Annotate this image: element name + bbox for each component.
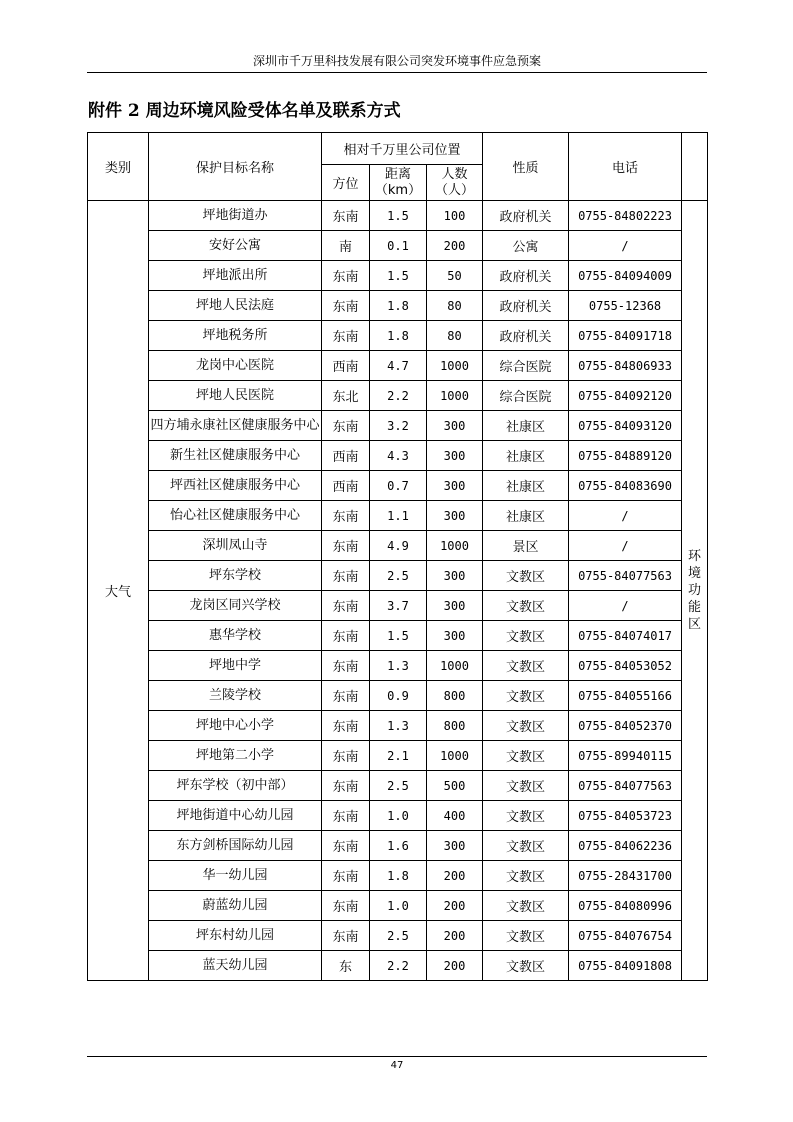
table-row	[88, 351, 708, 381]
direction-cell: 东南	[322, 831, 370, 861]
distance-cell: 1.0	[370, 801, 427, 831]
header-relative-position: 相对千万里公司位置	[322, 133, 483, 165]
direction-cell: 东南	[322, 621, 370, 651]
nature-cell: 文教区	[483, 741, 569, 771]
direction-cell: 东南	[322, 501, 370, 531]
distance-cell: 1.6	[370, 831, 427, 861]
population-cell: 300	[427, 471, 483, 501]
remark-text: 环境功能区	[688, 549, 702, 632]
header-divider	[87, 72, 707, 73]
direction-cell: 东南	[322, 681, 370, 711]
distance-cell: 3.2	[370, 411, 427, 441]
target-name-cell: 龙岗区同兴学校	[149, 591, 322, 621]
population-cell: 1000	[427, 531, 483, 561]
table-row	[88, 291, 708, 321]
phone-cell: 0755-84802223	[569, 201, 682, 231]
target-name-cell: 惠华学校	[149, 621, 322, 651]
target-name-cell: 华一幼儿园	[149, 861, 322, 891]
header-target-name: 保护目标名称	[149, 133, 322, 201]
population-cell: 300	[427, 591, 483, 621]
distance-cell: 0.9	[370, 681, 427, 711]
table-row	[88, 861, 708, 891]
nature-cell: 政府机关	[483, 321, 569, 351]
target-name-cell: 东方剑桥国际幼儿园	[149, 831, 322, 861]
target-name-cell: 新生社区健康服务中心	[149, 441, 322, 471]
target-name-cell: 坪地人民医院	[149, 381, 322, 411]
population-cell: 1000	[427, 381, 483, 411]
distance-cell: 1.8	[370, 321, 427, 351]
phone-cell: 0755-84074017	[569, 621, 682, 651]
table-row	[88, 831, 708, 861]
nature-cell: 文教区	[483, 651, 569, 681]
phone-cell: 0755-89940115	[569, 741, 682, 771]
direction-cell: 东南	[322, 411, 370, 441]
table-row	[88, 231, 708, 261]
header-direction: 方位	[322, 165, 370, 201]
nature-cell: 文教区	[483, 831, 569, 861]
target-name-cell: 坪地派出所	[149, 261, 322, 291]
target-name-cell: 坪东村幼儿园	[149, 921, 322, 951]
direction-cell: 东南	[322, 591, 370, 621]
direction-cell: 东南	[322, 801, 370, 831]
nature-cell: 文教区	[483, 801, 569, 831]
table-row	[88, 651, 708, 681]
table-body	[88, 201, 708, 981]
distance-cell: 2.5	[370, 561, 427, 591]
table-row	[88, 681, 708, 711]
distance-cell: 1.0	[370, 891, 427, 921]
nature-cell: 综合医院	[483, 351, 569, 381]
nature-cell: 文教区	[483, 711, 569, 741]
direction-cell: 东南	[322, 711, 370, 741]
target-name-cell: 坪地税务所	[149, 321, 322, 351]
nature-cell: 社康区	[483, 441, 569, 471]
phone-cell: 0755-84053052	[569, 651, 682, 681]
nature-cell: 文教区	[483, 681, 569, 711]
distance-cell: 3.7	[370, 591, 427, 621]
direction-cell: 西南	[322, 471, 370, 501]
page-number: 47	[390, 1060, 404, 1071]
distance-cell: 1.5	[370, 201, 427, 231]
header-category: 类别	[88, 133, 149, 201]
table-row	[88, 321, 708, 351]
population-cell: 80	[427, 291, 483, 321]
page-header: 深圳市千万里科技发展有限公司突发环境事件应急预案	[252, 54, 541, 68]
phone-cell: 0755-84053723	[569, 801, 682, 831]
target-name-cell: 坪地第二小学	[149, 741, 322, 771]
nature-cell: 文教区	[483, 621, 569, 651]
table-row	[88, 411, 708, 441]
nature-cell: 文教区	[483, 921, 569, 951]
nature-cell: 文教区	[483, 591, 569, 621]
population-cell: 1000	[427, 651, 483, 681]
table-row	[88, 381, 708, 411]
distance-cell: 1.8	[370, 291, 427, 321]
target-name-cell: 蓝天幼儿园	[149, 951, 322, 981]
phone-cell: /	[569, 531, 682, 561]
population-cell: 800	[427, 681, 483, 711]
nature-cell: 政府机关	[483, 291, 569, 321]
table-row	[88, 891, 708, 921]
phone-cell: 0755-84094009	[569, 261, 682, 291]
remark-cell	[682, 201, 708, 981]
table-row	[88, 471, 708, 501]
phone-cell: 0755-84889120	[569, 441, 682, 471]
distance-cell: 2.2	[370, 951, 427, 981]
phone-cell: /	[569, 231, 682, 261]
population-cell: 300	[427, 501, 483, 531]
target-name-cell: 坪地中心小学	[149, 711, 322, 741]
population-cell: 1000	[427, 741, 483, 771]
population-cell: 200	[427, 861, 483, 891]
target-name-cell: 深圳凤山寺	[149, 531, 322, 561]
population-cell: 200	[427, 921, 483, 951]
population-cell: 200	[427, 231, 483, 261]
population-cell: 50	[427, 261, 483, 291]
table-row	[88, 591, 708, 621]
header-population: 人数（人）	[427, 165, 483, 201]
distance-cell: 2.2	[370, 381, 427, 411]
nature-cell: 社康区	[483, 501, 569, 531]
direction-cell: 东南	[322, 921, 370, 951]
table-row	[88, 441, 708, 471]
direction-cell: 东南	[322, 531, 370, 561]
table-row	[88, 951, 708, 981]
target-name-cell: 怡心社区健康服务中心	[149, 501, 322, 531]
direction-cell: 东南	[322, 771, 370, 801]
direction-cell: 东南	[322, 891, 370, 921]
direction-cell: 东南	[322, 291, 370, 321]
target-name-cell: 坪东学校（初中部）	[149, 771, 322, 801]
header-remark	[682, 133, 708, 201]
population-cell: 300	[427, 561, 483, 591]
population-cell: 100	[427, 201, 483, 231]
phone-cell: 0755-84091808	[569, 951, 682, 981]
phone-cell: 0755-28431700	[569, 861, 682, 891]
nature-cell: 综合医院	[483, 381, 569, 411]
phone-cell: 0755-84055166	[569, 681, 682, 711]
phone-cell: /	[569, 591, 682, 621]
table-row	[88, 201, 708, 231]
header-phone: 电话	[569, 133, 682, 201]
direction-cell: 东南	[322, 201, 370, 231]
nature-cell: 政府机关	[483, 201, 569, 231]
phone-cell: 0755-84052370	[569, 711, 682, 741]
phone-cell: 0755-84080996	[569, 891, 682, 921]
nature-cell: 社康区	[483, 411, 569, 441]
target-name-cell: 坪地人民法庭	[149, 291, 322, 321]
nature-cell: 社康区	[483, 471, 569, 501]
phone-cell: /	[569, 501, 682, 531]
population-cell: 1000	[427, 351, 483, 381]
distance-cell: 1.5	[370, 621, 427, 651]
nature-cell: 文教区	[483, 951, 569, 981]
nature-cell: 政府机关	[483, 261, 569, 291]
target-name-cell: 兰陵学校	[149, 681, 322, 711]
target-name-cell: 龙岗中心医院	[149, 351, 322, 381]
phone-cell: 0755-84091718	[569, 321, 682, 351]
distance-cell: 2.1	[370, 741, 427, 771]
phone-cell: 0755-84062236	[569, 831, 682, 861]
nature-cell: 文教区	[483, 891, 569, 921]
target-name-cell: 坪地街道办	[149, 201, 322, 231]
population-cell: 800	[427, 711, 483, 741]
direction-cell: 东南	[322, 741, 370, 771]
header-nature: 性质	[483, 133, 569, 201]
distance-cell: 2.5	[370, 771, 427, 801]
direction-cell: 东	[322, 951, 370, 981]
category-cell: 大气	[88, 201, 149, 981]
direction-cell: 东北	[322, 381, 370, 411]
phone-cell: 0755-84077563	[569, 561, 682, 591]
distance-cell: 4.3	[370, 441, 427, 471]
table-row	[88, 771, 708, 801]
target-name-cell: 坪东学校	[149, 561, 322, 591]
target-name-cell: 蔚蓝幼儿园	[149, 891, 322, 921]
population-cell: 200	[427, 951, 483, 981]
table-row	[88, 501, 708, 531]
nature-cell: 公寓	[483, 231, 569, 261]
header-distance: 距离（km）	[370, 165, 427, 201]
distance-cell: 1.1	[370, 501, 427, 531]
population-cell: 300	[427, 411, 483, 441]
population-cell: 300	[427, 441, 483, 471]
distance-cell: 1.5	[370, 261, 427, 291]
direction-cell: 西南	[322, 351, 370, 381]
distance-cell: 1.3	[370, 651, 427, 681]
nature-cell: 文教区	[483, 771, 569, 801]
table-row	[88, 921, 708, 951]
phone-cell: 0755-84093120	[569, 411, 682, 441]
table-row	[88, 531, 708, 561]
target-name-cell: 坪地街道中心幼儿园	[149, 801, 322, 831]
phone-cell: 0755-12368	[569, 291, 682, 321]
page-title: 附件 2 周边环境风险受体名单及联系方式	[88, 101, 401, 121]
nature-cell: 文教区	[483, 561, 569, 591]
distance-cell: 0.7	[370, 471, 427, 501]
table-row	[88, 711, 708, 741]
table-row	[88, 801, 708, 831]
footer-divider	[87, 1056, 707, 1057]
population-cell: 400	[427, 801, 483, 831]
distance-cell: 2.5	[370, 921, 427, 951]
population-cell: 80	[427, 321, 483, 351]
direction-cell: 南	[322, 231, 370, 261]
direction-cell: 东南	[322, 561, 370, 591]
table-row	[88, 561, 708, 591]
target-name-cell: 四方埔永康社区健康服务中心	[149, 411, 322, 441]
phone-cell: 0755-84077563	[569, 771, 682, 801]
population-cell: 300	[427, 831, 483, 861]
target-name-cell: 坪地中学	[149, 651, 322, 681]
phone-cell: 0755-84083690	[569, 471, 682, 501]
table-row	[88, 741, 708, 771]
distance-cell: 4.7	[370, 351, 427, 381]
population-cell: 200	[427, 891, 483, 921]
direction-cell: 东南	[322, 321, 370, 351]
distance-cell: 1.3	[370, 711, 427, 741]
population-cell: 300	[427, 621, 483, 651]
phone-cell: 0755-84092120	[569, 381, 682, 411]
nature-cell: 文教区	[483, 861, 569, 891]
phone-cell: 0755-84076754	[569, 921, 682, 951]
table-row	[88, 261, 708, 291]
direction-cell: 东南	[322, 861, 370, 891]
distance-cell: 1.8	[370, 861, 427, 891]
distance-cell: 4.9	[370, 531, 427, 561]
target-name-cell: 安好公寓	[149, 231, 322, 261]
table-row	[88, 621, 708, 651]
distance-cell: 0.1	[370, 231, 427, 261]
direction-cell: 东南	[322, 261, 370, 291]
phone-cell: 0755-84806933	[569, 351, 682, 381]
population-cell: 500	[427, 771, 483, 801]
direction-cell: 西南	[322, 441, 370, 471]
target-name-cell: 坪西社区健康服务中心	[149, 471, 322, 501]
risk-receptor-table	[87, 132, 708, 981]
direction-cell: 东南	[322, 651, 370, 681]
nature-cell: 景区	[483, 531, 569, 561]
